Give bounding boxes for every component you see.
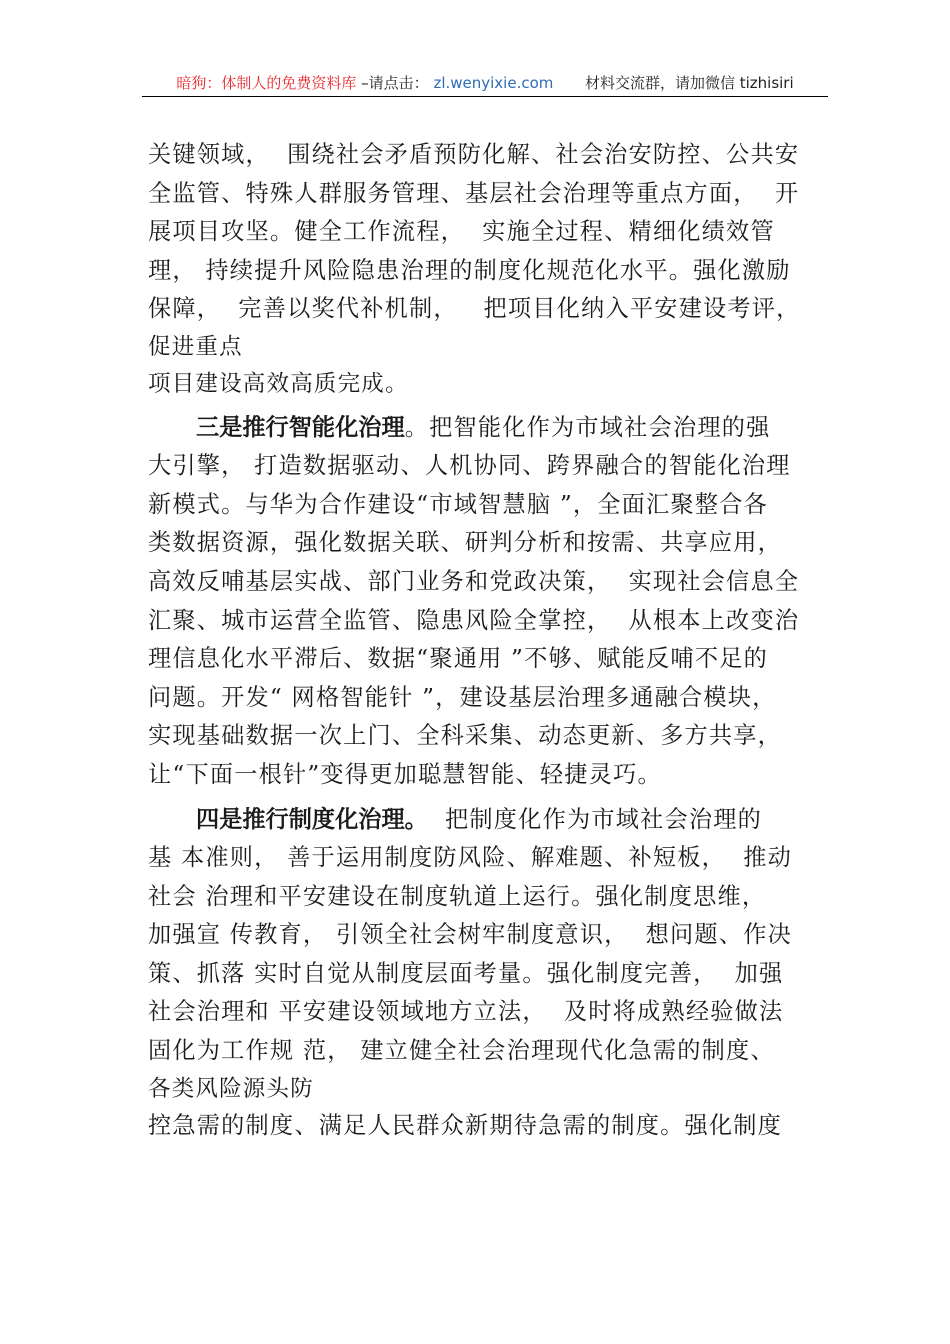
text-line: 基 本准则， 善于运用制度防风险、解难题、补短板， 推动 xyxy=(148,844,792,872)
text-line: 展项目攻坚。健全工作流程， 实施全过程、精细化绩效管 xyxy=(148,218,775,246)
header-contact: 材料交流群，请加微信 tizhisiri xyxy=(584,74,794,92)
text-line: 保障， 完善以奖代补机制， 把项目化纳入平安建设考评， xyxy=(148,295,801,323)
text-line: 控急需的制度、满足人民群众新期待急需的制度。强化制度 xyxy=(148,1112,783,1140)
header-prompt: –请点击： xyxy=(361,74,429,92)
text-line: 加强宣 传教育， 引领全社会树牢制度意识， 想问题、作决 xyxy=(148,921,792,949)
text-line: 社会治理和 平安建设领域地方立法， 及时将成熟经验做法 xyxy=(148,998,784,1026)
text-line: 实现基础数据一次上门、全科采集、动态更新、多方共享， xyxy=(148,722,783,750)
paragraph-1 xyxy=(148,136,818,403)
text-line: 各类风险源头防 xyxy=(148,1075,314,1102)
text-line: 大引擎， 打造数据驱动、人机协同、跨界融合的智能化治理 xyxy=(148,452,791,480)
text-line xyxy=(148,801,818,840)
text-line: 汇聚、城市运营全监管、隐患风险全掌控， 从根本上改变治 xyxy=(148,606,800,634)
heading-tail: 。把智能化作为市域社会治理的强 xyxy=(404,413,771,441)
header-site-name: 暗狗：体制人的免费资料库 xyxy=(176,74,357,92)
text-line xyxy=(148,409,818,448)
text-line: 全监管、特殊人群服务管理、基层社会治理等重点方面， 开 xyxy=(148,179,800,207)
text-line: 固化为工作规 范， 建立健全社会治理现代化急需的制度、 xyxy=(148,1037,775,1065)
text-line: 类数据资源，强化数据关联、研判分析和按需、共享应用， xyxy=(148,529,783,557)
text-line: 理， 持续提升风险隐患治理的制度化规范化水平。强化激励 xyxy=(148,256,791,284)
document-body xyxy=(148,136,818,1146)
text-line: 高效反哺基层实战、部门业务和党政决策， 实现社会信息全 xyxy=(148,567,800,595)
text-line: 促进重点 xyxy=(148,333,243,360)
text-line: 关键领域， 围绕社会矛盾预防化解、社会治安防控、公共安 xyxy=(148,141,800,168)
page-header-banner xyxy=(142,72,828,97)
heading-tail: 把制度化作为市域社会治理的 xyxy=(427,805,763,833)
text-line: 策、抓落 实时自觉从制度层面考量。强化制度完善， 加强 xyxy=(148,959,784,987)
paragraph-2 xyxy=(148,409,818,795)
text-line: 社会 治理和平安建设在制度轨道上运行。强化制度思维， xyxy=(148,882,767,910)
text-line: 项目建设高效高质完成。 xyxy=(148,370,409,397)
text-line: 新模式。与华为合作建设“市域智慧脑 ”，全面汇聚整合各 xyxy=(148,490,768,518)
text-line: 让“下面一根针”变得更加聪慧智能、轻捷灵巧。 xyxy=(148,760,662,788)
paragraph-3 xyxy=(148,801,818,1147)
text-line: 问题。开发“ 网格智能针 ”，建设基层治理多通融合模块， xyxy=(148,683,777,711)
section-heading-intelligent: 三是推行智能化治理 xyxy=(196,413,405,441)
section-heading-institutional: 四是推行制度化治理。 xyxy=(196,805,428,833)
text-line: 理信息化水平滞后、数据“聚通用 ”不够、赋能反哺不足的 xyxy=(148,645,768,673)
header-link[interactable]: zl.wenyixie.com xyxy=(433,74,554,92)
